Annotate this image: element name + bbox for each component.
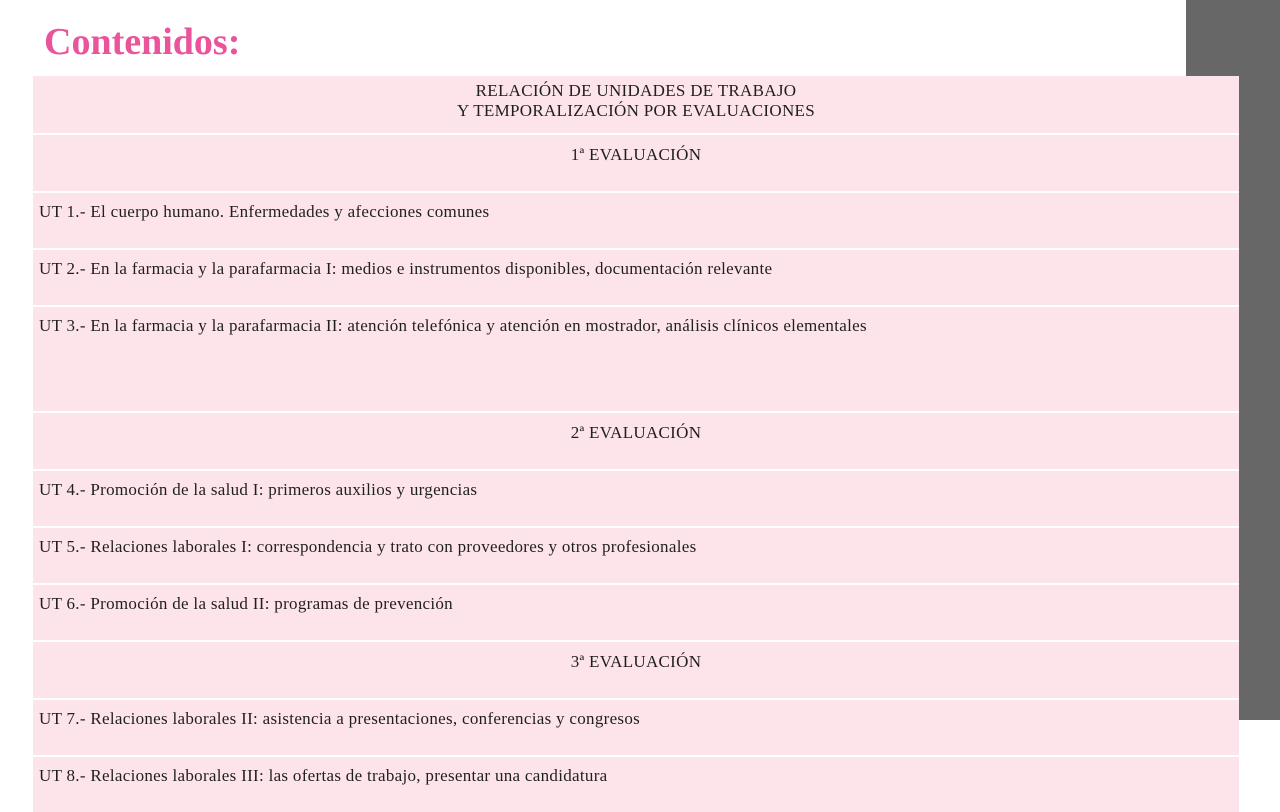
table-row (33, 527, 1239, 584)
unit-cell-ut5: UT 5.- Relaciones laborales I: correspondencia y trato con proveedores y otros profesionales (33, 527, 1239, 584)
slide-title: Contenidos: (44, 21, 241, 63)
evaluation-label: 2ª EVALUACIÓN (33, 412, 1239, 470)
table-header-line-2: Y TEMPORALIZACIÓN POR EVALUACIONES (457, 101, 815, 120)
unit-cell-ut1: UT 1.- El cuerpo humano. Enfermedades y afecciones comunes (33, 192, 1239, 249)
table-header-row (33, 76, 1239, 134)
unit-cell-ut3: UT 3.- En la farmacia y la parafarmacia II: atención telefónica y atención en mostrador, análisis clínicos elementales (33, 306, 1239, 412)
evaluation-row-1 (33, 134, 1239, 192)
evaluation-label: 1ª EVALUACIÓN (33, 134, 1239, 192)
table-row (33, 192, 1239, 249)
table-row (33, 756, 1239, 812)
table-header-cell (33, 76, 1239, 134)
table-row (33, 470, 1239, 527)
table-row (33, 584, 1239, 641)
units-table (33, 76, 1239, 812)
unit-cell-ut4: UT 4.- Promoción de la salud I: primeros auxilios y urgencias (33, 470, 1239, 527)
table-header-line-1: RELACIÓN DE UNIDADES DE TRABAJO (475, 81, 797, 100)
evaluation-row-3 (33, 641, 1239, 699)
evaluation-row-2 (33, 412, 1239, 470)
unit-cell-ut6: UT 6.- Promoción de la salud II: programas de prevención (33, 584, 1239, 641)
unit-cell-ut2: UT 2.- En la farmacia y la parafarmacia I: medios e instrumentos disponibles, documentación relevante (33, 249, 1239, 306)
evaluation-label: 3ª EVALUACIÓN (33, 641, 1239, 699)
table-row (33, 699, 1239, 756)
unit-cell-ut8: UT 8.- Relaciones laborales III: las ofertas de trabajo, presentar una candidatura (33, 756, 1239, 812)
table-row (33, 306, 1239, 412)
table-row (33, 249, 1239, 306)
unit-cell-ut7: UT 7.- Relaciones laborales II: asistencia a presentaciones, conferencias y congresos (33, 699, 1239, 756)
